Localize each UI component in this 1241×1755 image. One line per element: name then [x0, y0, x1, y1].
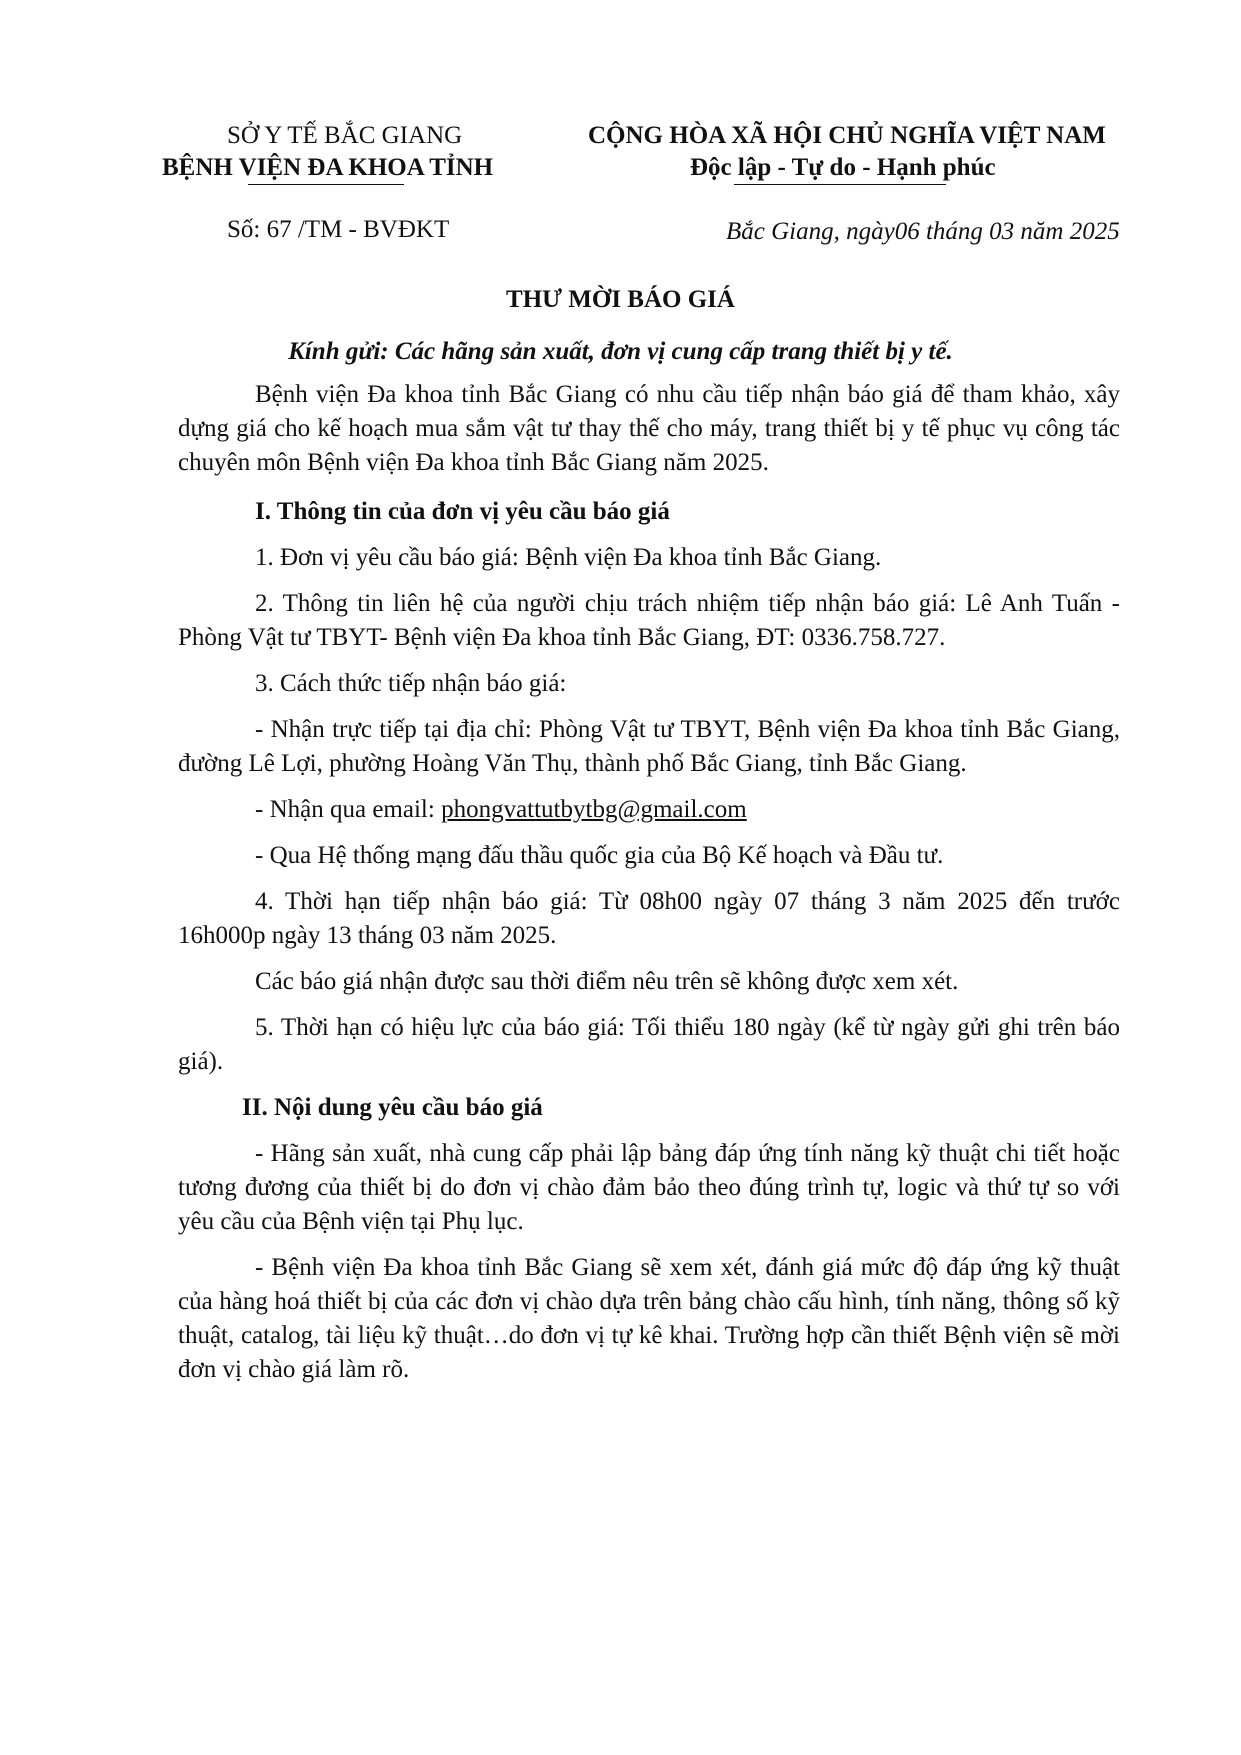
section1-item3b — [178, 793, 1120, 827]
national-motto-underline — [734, 184, 946, 185]
document-number: Số: 67 /TM - BVĐKT — [227, 216, 450, 243]
section1-item4: 4. Thời hạn tiếp nhận báo giá: Từ 08h00 ngày 07 tháng 3 năm 2025 đến trước 16h000p ngày 13 tháng 03 năm 2025. — [178, 888, 1120, 949]
section2-heading: II. Nội dung yêu cầu báo giá — [242, 1094, 543, 1121]
section1-item1: 1. Đơn vị yêu cầu báo giá: Bệnh viện Đa khoa tỉnh Bắc Giang. — [255, 544, 882, 571]
section1-item4-note: Các báo giá nhận được sau thời điểm nêu trên sẽ không được xem xét. — [255, 968, 959, 995]
intro-paragraph: Bệnh viện Đa khoa tỉnh Bắc Giang có nhu cầu tiếp nhận báo giá để tham khảo, xây dựng giá cho kế hoạch mua sắm vật tư thay thế cho máy, trang thiết bị y tế phục vụ công tác chuyên môn Bệnh viện Đa khoa tỉnh Bắc Giang năm 2025. — [178, 381, 1120, 476]
recipient-label: Kính gửi: — [288, 338, 389, 365]
hospital-name: BỆNH VIỆN ĐA KHOA TỈNH — [162, 154, 494, 181]
email-prefix: - Nhận qua email: — [255, 796, 442, 823]
email-link[interactable]: phongvattutbytbg@gmail.com — [441, 796, 747, 823]
section2-para1: - Hãng sản xuất, nhà cung cấp phải lập bảng đáp ứng tính năng kỹ thuật chi tiết hoặc tương đương của thiết bị do đơn vị chào đảm bảo theo đúng trình tự, logic và thứ tự so với yêu cầu của Bệnh viện tại Phụ lục. — [178, 1140, 1120, 1235]
recipient-text: Các hãng sản xuất, đơn vị cung cấp trang thiết bị y tế. — [394, 338, 953, 365]
document-date: Bắc Giang, ngày06 tháng 03 năm 2025 — [726, 218, 1120, 245]
document-body — [178, 378, 1120, 1387]
recipient-line — [0, 336, 1241, 368]
section1-item3c: - Qua Hệ thống mạng đấu thầu quốc gia của Bộ Kế hoạch và Đầu tư. — [255, 842, 944, 869]
section1-heading: I. Thông tin của đơn vị yêu cầu báo giá — [255, 498, 670, 525]
section1-item3: 3. Cách thức tiếp nhận báo giá: — [255, 670, 567, 697]
hospital-name-underline — [248, 184, 404, 185]
section1-item3a: - Nhận trực tiếp tại địa chỉ: Phòng Vật tư TBYT, Bệnh viện Đa khoa tỉnh Bắc Giang, đường Lê Lợi, phường Hoàng Văn Thụ, thành phố Bắc Giang, tỉnh Bắc Giang. — [178, 716, 1120, 777]
agency-name: SỞ Y TẾ BẮC GIANG — [227, 122, 463, 149]
section1-item2: 2. Thông tin liên hệ của người chịu trách nhiệm tiếp nhận báo giá: Lê Anh Tuấn - Phòng Vật tư TBYT- Bệnh viện Đa khoa tỉnh Bắc Giang, ĐT: 0336.758.727. — [178, 590, 1120, 651]
document-title: THƯ MỜI BÁO GIÁ — [506, 286, 735, 313]
national-title: CỘNG HÒA XÃ HỘI CHỦ NGHĨA VIỆT NAM — [588, 122, 1106, 149]
national-motto: Độc lập - Tự do - Hạnh phúc — [690, 154, 996, 181]
section2-para2: - Bệnh viện Đa khoa tỉnh Bắc Giang sẽ xem xét, đánh giá mức độ đáp ứng kỹ thuật của hàng hoá thiết bị của các đơn vị chào dựa trên bảng chào cấu hình, tính năng, thông số kỹ thuật, catalog, tài liệu kỹ thuật…do đơn vị tự kê khai. Trường hợp cần thiết Bệnh viện sẽ mời đơn vị chào giá làm rõ. — [178, 1254, 1120, 1383]
section1-item5: 5. Thời hạn có hiệu lực của báo giá: Tối thiểu 180 ngày (kể từ ngày gửi ghi trên báo giá). — [178, 1014, 1120, 1075]
